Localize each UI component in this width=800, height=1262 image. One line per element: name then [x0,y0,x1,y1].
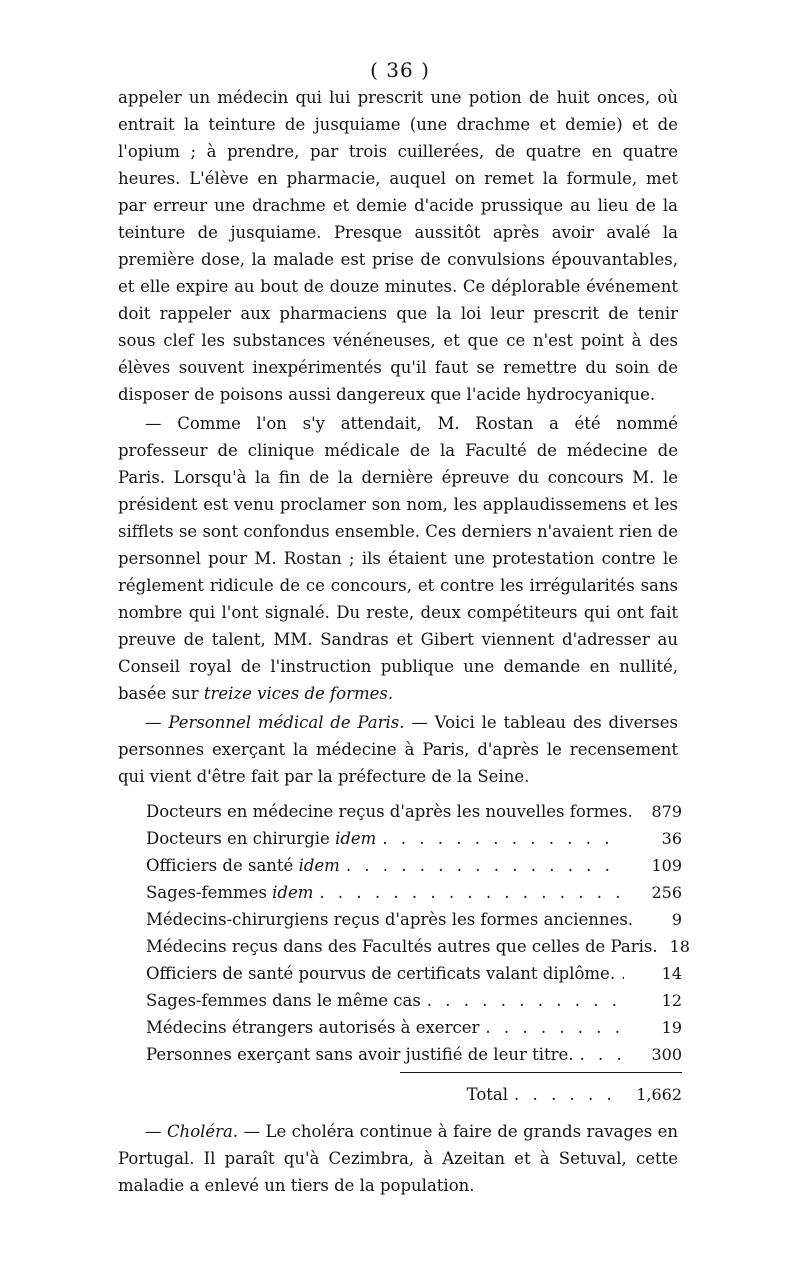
paragraph-prussic-acid: appeler un médecin qui lui prescrit une potion de huit onces, où entrait la teinture de jusquiame (une drachme et demie) et de l'opium ; à prendre, par trois cuillerées, de quatre en quatre heures. L'élève en pharmacie, auquel on remet la formule, met par erreur une drachme et demie d'acide prussique au lieu de la teinture de jusquiame. Presque aussitôt après avoir avalé la première dose, la malade est prise de convulsions épouvantables, et elle expire au bout de douze minutes. Ce déplorable événement doit rappeler aux pharmaciens que la loi leur prescrit de tenir sous clef les substances vénéneuses, et que ce n'est point à des élèves souvent inexpérimentés qu'il faut se remettre du soin de disposer de poisons aussi dangereux que l'acide hydrocyanique. [118,88,678,404]
paragraph-cholera-text: — Le choléra continue à faire de grands ravages en Portugal. Il paraît qu'à Cezimbra, à Azeitan et à Setuval, cette maladie a enlevé un tiers de la population. [118,1122,678,1195]
paragraph-personnel [118,709,678,790]
table-row-label-italic: idem [335,829,377,848]
table-row [146,906,682,933]
paragraph-rostan [118,410,678,707]
table-row-label-text: Sages-femmes [146,883,267,902]
table-row-label: Médecins reçus dans des Facultés autres que celles de Paris. [146,937,658,956]
leader-dots [382,825,624,852]
table-row-value: 18 [669,937,690,956]
table-row [146,852,682,879]
paragraph-rostan-text: — Comme l'on s'y attendait, M. Rostan a été nommé professeur de clinique médicale de la Faculté de médecine de Paris. Lorsqu'à la fin de la dernière épreuve du concours M. le président est venu proclamer son nom, les applaudissemens et les sifflets se sont confondus ensemble. Ces derniers n'avaient rien de personnel pour M. Rostan ; ils étaient une protestation contre le réglement ridicule de ce concours, et contre les irrégularités sans nombre qui l'ont signalé. Du reste, deux compétiteurs qui ont fait preuve de talent, MM. Sandras et Gibert viennent d'adresser au Conseil royal de l'instruction publique une demande en nullité, basée sur [118,414,678,703]
table-row [146,798,682,825]
table-row [146,960,682,987]
leader-dots [427,987,624,1014]
table-row [146,825,682,852]
table-row-label: Médecins étrangers autorisés à exercer [146,1018,480,1037]
table-row [146,933,690,960]
table-row-value: 14 [661,964,682,983]
leader-dots [346,852,624,879]
table-row-label: Personnes exerçant sans avoir justifié de leur titre. [146,1045,574,1064]
paragraph-rostan-italic: treize vices de formes. [203,684,394,703]
table-row-value: 36 [661,829,682,848]
table-row-value: 109 [651,856,682,875]
total-value: 1,662 [636,1085,682,1104]
table-row-label: Médecins-chirurgiens reçus d'après les formes anciennes. [146,910,634,929]
table-row [146,1014,682,1041]
table-total-row [146,1081,682,1108]
table-row-label: Docteurs en médecine reçus d'après les nouvelles formes. [146,802,633,821]
leader-dots [485,1014,624,1041]
table-row-value: 256 [651,883,682,902]
paragraph-personnel-dash: — [145,713,162,732]
table-row-value: 19 [661,1018,682,1037]
table-row-value: 9 [671,910,682,929]
leader-dots [319,879,624,906]
table-row-label-italic: idem [298,856,340,875]
paragraph-cholera [118,1118,678,1199]
leader-dots [621,960,624,987]
table-row [146,987,682,1014]
body-text [118,84,690,1199]
leader-dots [580,1041,624,1068]
table-row-label [146,879,313,906]
table-row-value: 12 [661,991,682,1010]
page-number: ( 36 ) [370,58,430,82]
table-row [146,879,682,906]
table-row-label-text: Officiers de santé [146,856,294,875]
table-row-value: 300 [651,1045,682,1064]
table-row-label-italic: idem [272,883,314,902]
total-rule [400,1072,682,1073]
table-row-label: Officiers de santé pourvus de certificats valant diplôme. [146,964,616,983]
table-row-label-text: Docteurs en chirurgie [146,829,330,848]
table-row [146,1041,682,1068]
table-row-value: 879 [651,802,682,821]
paragraph-cholera-heading: Choléra. [166,1122,239,1141]
paragraph-personnel-text: — Voici le tableau des diverses personnes exerçant la médecine à Paris, d'après le recensement qui vient d'être fait par la préfecture de la Seine. [118,713,678,786]
paragraph-personnel-heading: Personnel médical de Paris. [168,713,405,732]
table-row-label: Sages-femmes dans le même cas [146,991,421,1010]
leader-dots [514,1081,624,1108]
table-row-label [146,825,376,852]
total-label: Total [466,1085,508,1104]
paragraph-cholera-dash: — [145,1122,162,1141]
table-row-label [146,852,340,879]
personnel-table [146,798,690,1108]
